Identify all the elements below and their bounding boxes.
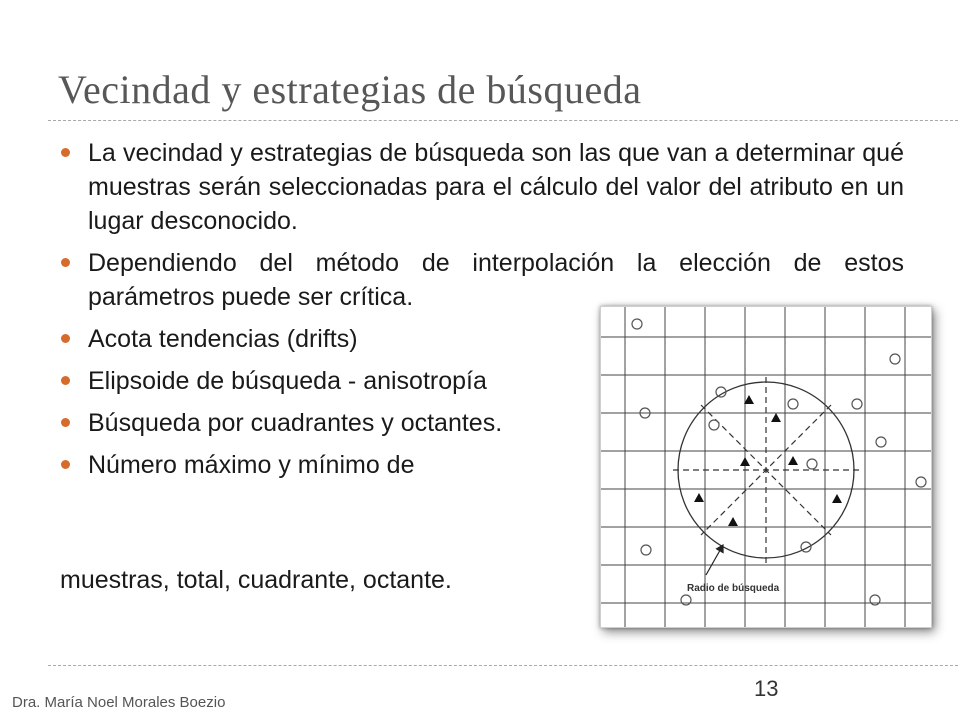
radius-pointer-arrow [706, 545, 723, 575]
sample-circle-icon [709, 420, 719, 430]
selected-triangle-icon [832, 494, 842, 503]
selected-triangle-icon [788, 456, 798, 465]
bullet-dot-icon [61, 148, 70, 157]
sample-circle-icon [632, 319, 642, 329]
bullet-text: Número máximo y mínimo de [88, 451, 415, 479]
search-radius-label: Radio de búsqueda [687, 583, 780, 594]
bullet-dot-icon [61, 258, 70, 267]
bullet-dot-icon [61, 376, 70, 385]
sample-circle-icon [807, 459, 817, 469]
page-number: 13 [754, 676, 779, 701]
sample-circle-icon [788, 399, 798, 409]
sample-circle-icon [852, 399, 862, 409]
bullet-dot-icon [61, 334, 70, 343]
title-divider [48, 120, 960, 121]
bullet-text: Acota tendencias (drifts) [88, 325, 358, 353]
slide-title: Vecindad y estrategias de búsqueda [58, 67, 642, 112]
sample-circle-icon [916, 477, 926, 487]
selected-triangle-icon [694, 493, 704, 502]
selected-samples [694, 395, 842, 526]
bullet-dot-icon [61, 418, 70, 427]
bullet-item [58, 246, 904, 314]
selected-triangle-icon [740, 457, 750, 466]
bullet-text: La vecindad y estrategias de búsqueda son las que van a determinar qué muestras serán seleccionadas para el cálculo del valor del atributo en un lugar desconocido. [88, 139, 904, 235]
sample-points [632, 319, 926, 605]
bullet-text: Búsqueda por cuadrantes y octantes. [88, 409, 503, 437]
bullet-text: Dependiendo del método de interpolación la elección de estos parámetros puede ser crítica. [88, 249, 904, 311]
footer-divider [48, 665, 960, 666]
octant-dividers [673, 377, 859, 563]
search-neighborhood-figure [600, 306, 932, 628]
search-neighborhood-diagram [601, 307, 931, 627]
selected-triangle-icon [728, 517, 738, 526]
bullet-continuation: muestras, total, cuadrante, octante. [60, 566, 452, 594]
selected-triangle-icon [771, 413, 781, 422]
sample-circle-icon [876, 437, 886, 447]
sample-circle-icon [890, 354, 900, 364]
bullet-text: Elipsoide de búsqueda - anisotropía [88, 367, 487, 395]
bullet-dot-icon [61, 460, 70, 469]
footer-author: Dra. María Noel Morales Boezio [12, 694, 226, 711]
bullet-item [58, 136, 904, 238]
sample-circle-icon [641, 545, 651, 555]
